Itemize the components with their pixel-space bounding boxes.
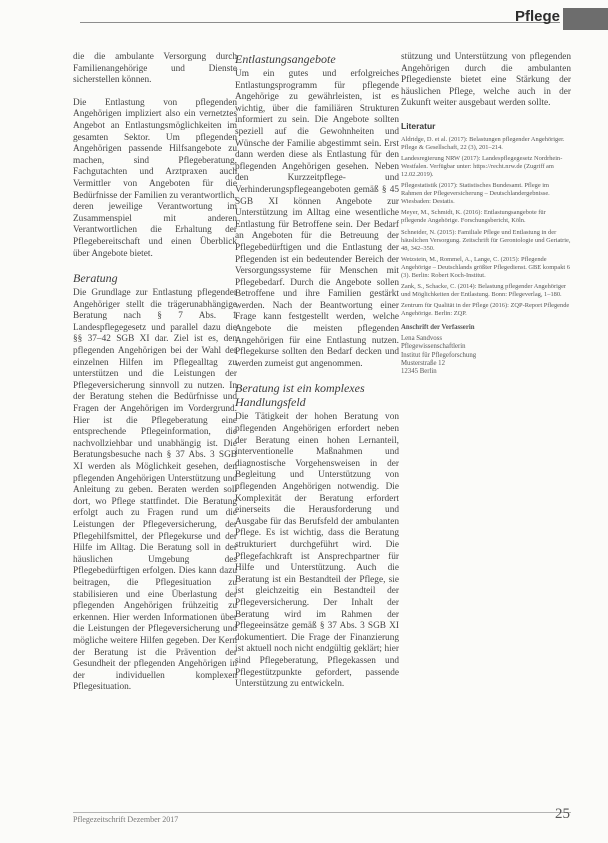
reference-item: Meyer, M., Schmidt, K. (2016): Entlastungsangebote für pflegende Angehörige. Forschungsbericht, Köln. bbox=[401, 209, 546, 225]
subheading-beratung: Beratung bbox=[73, 271, 118, 286]
paragraph: Die Grundlage zur Entlastung pflegender Angehöriger stellt die trägerunabhängige Beratung nach § 7 Abs. 1 Landespflegegesetz und parallel dazu die §§ 37–42 SGB XI dar. Ziel ist es, den pflegenden Angehörigen bei der Wahl der einzelnen Hilfen im Pflegealltag zu unterstützen und die Leistungen der Pflegeversicherung sinnvoll zu nutzen. In der Beratung stehen die Bedürfnisse und Fragen der Angehörigen im Vordergrund. Hier ist die Pflegeberatung eine entsprechende Pflegeinformation, die nachvollziehbar und unabhängig ist. Die Beratungsbesuche nach § 37 Abs. 3 SGB XI werden als Möglichkeit gesehen, den pflegenden Angehörigen Unterstützung und Anleitung zu geben. Beraten werden soll dort, wo Pflege stattfindet. Die Beratung erfolgt auch zu Fragen rund um die Leistungen der Pflegeversicherung, der Pflegehilfsmittel, der Pflegekurse und der Hilfe im Alltag. Die Beratung soll in der häuslichen Umgebung des Pflegebedürftigen erfolgen. Dies kann dazu beitragen, die Pflegesituation zu stabilisieren und eine Überlastung der pflegenden Angehörigen frühzeitig zu erkennen. Hier werden Informationen über die Leistungen der Pflegeversicherung und mögliche weitere Hilfen gegeben. Der Kern der Beratung ist die Prävention der Gesundheit der pflegenden Angehörigen in der individuellen komplexen Pflegesituation. bbox=[73, 288, 237, 693]
contact-line: Pflegewissenschaftlerin bbox=[401, 343, 466, 351]
literature-heading: Literatur bbox=[401, 120, 436, 131]
contact-line: 12345 Berlin bbox=[401, 368, 437, 376]
reference-item: Zank, S., Schacke, C. (2014): Belastung pflegender Angehöriger und Möglichkeiten der Entlastung. Bonn: Pflegeverlag, 1–180. bbox=[401, 283, 567, 299]
page-number: 25 bbox=[555, 806, 570, 822]
reference-item: Pflegestatistik (2017): Statistisches Bundesamt. Pflege im Rahmen der Pflegeversicherung – Deutschlandergebnisse. Wiesbaden: Destatis. bbox=[401, 182, 550, 206]
section-tab bbox=[563, 8, 608, 30]
section-label: Pflege bbox=[514, 8, 560, 25]
paragraph: Die Entlastung von pflegenden Angehörigen impliziert also ein vernetztes Angebot an Entlastungsmöglichkeiten im gesamten Sektor. Um pflegenden Angehörigen passende Hilfsangebote zu machen, sind Pflegeberatung, Fachgutachten und Arztpraxen auch Vermittler von Angeboten für die Bedürfnisse der Familien zu verantwortlich, deren jeweilige Verantwortung im Zusammenspiel mit anderen Verantwortlichen die Erhaltung der Pflegebereitschaft und einen Überblick über Angebote bietet. bbox=[73, 97, 237, 259]
subheading-entlastung: Entlastungsangebote bbox=[235, 52, 336, 66]
column-3 bbox=[401, 52, 571, 377]
contact-heading: Anschrift der Verfasserin bbox=[401, 324, 475, 332]
contact-line: Musterstraße 12 bbox=[401, 360, 445, 368]
contact-line: Lena Sandvoss bbox=[401, 334, 442, 342]
reference-item: Schneider, N. (2015): Familiale Pflege und Entlastung in der häuslichen Versorgung. Zeitschrift für Gerontologie und Geriatrie, 48, 342–350. bbox=[401, 228, 571, 252]
reference-item: Landesregierung NRW (2017): Landespflegegesetz Nordrhein-Westfalen. Verfügbar unter: https://recht.nrw.de (Zugriff am 12.02.2019). bbox=[401, 154, 563, 178]
paragraph: Um ein gutes und erfolgreiches Entlastungsprogramm für pflegende Angehörige zu gewährleisten, ist es wichtig, über die familiären Strukturen informiert zu sein. Die Angebote sollten speziell auf die Gewohnheiten und Wünsche der Familie abgestimmt sein. Erst dann werden diese als Entlastung für den pflegenden Angehörigen gesehen. Neben den Kurzzeitpflege- und Verhinderungspflegeangeboten gemäß § 45 SGB XI können Angebote zur Unterstützung im Alltag eine wesentliche Entlastung für Betroffene sein. Der Bedarf an Angeboten für die Betreuung der Pflegebedürftigen und die Entlastung der Pflegenden ist ein bedeutender Bereich der Versorgungssysteme für Menschen mit Pflegebedarf. Durch die Angebote sollen Betroffene und ihre Familien gestärkt werden. Nach der Beantwortung einer Frage kann festgestellt werden, welche Angebote die meisten pflegenden Angehörigen für eine Entlastung nutzen. Pflegekurse sollten den Bedarf decken und werden zumeist gut angenommen. bbox=[235, 69, 399, 369]
paragraph: stützung und Unterstützung von pflegenden Angehörigen durch die ambulanten Pflegedienste bietet eine Stärkung der häuslichen Pflege, welche auch in der Zukunft weiter ausgebaut werden sollte. bbox=[401, 52, 571, 109]
column-1 bbox=[73, 52, 237, 705]
paragraph: Die Tätigkeit der hohen Beratung von pflegenden Angehörigen erfordert neben der Beratung einen hohen Lernanteil, interventionelle Maßnahmen und diagnostische Vorgehensweisen in der Begleitung und Unterstützung von pflegenden Angehörigen notwendig. Die Komplexität der Beratung erfordert einerseits die Herausforderung und Ausgabe für das Berufsfeld der ambulanten Pflege. Es ist wichtig, dass die Beratung strukturiert durchgeführt wird. Die Pflegefachkraft ist Ansprechpartner für Hilfe und Unterstützung. Auch die Beratung ist ein Bestandteil der Pflege, sie ist gleichzeitig ein Bestandteil der Pflegeversicherung. Der Inhalt der Beratung wird im Rahmen der Pflegeeinsätze gemäß § 37 Abs. 3 SGB XI dokumentiert. Die Frage der Finanzierung ist aktuell noch nicht endgültig geklärt; hier sind Pflegeberatung, Pflegekassen und Pflegestützpunkte gefordert, passende Unterstützung zu entwickeln. bbox=[235, 412, 399, 690]
reference-item: Wetzstein, M., Rommel, A., Lange, C. (2015): Pflegende Angehörige – Deutschlands größter Pflegedienst. GBE kompakt 6 (3). Berlin: Robert Koch-Institut. bbox=[401, 255, 570, 279]
journal-footer: Pflegezeitschrift Dezember 2017 bbox=[73, 815, 179, 824]
reference-item: Zentrum für Qualität in der Pflege (2016): ZQP-Report Pflegende Angehörige. Berlin: ZQP. bbox=[401, 302, 570, 318]
column-2 bbox=[235, 52, 399, 702]
subheading-beratung-komplex: Beratung ist ein komplexes Handlungsfeld bbox=[235, 381, 365, 410]
reference-item: Aldridge, D. et al. (2017): Belastungen pflegender Angehöriger. Pflege & Gesellschaft, 22 (3), 201–214. bbox=[401, 135, 565, 151]
footer-rule bbox=[73, 812, 571, 813]
contact-line: Institut für Pflegeforschung bbox=[401, 351, 477, 359]
reference-list bbox=[401, 136, 571, 319]
paragraph: die die ambulante Versorgung durch Familienangehörige und Dienste sicherstellen können. bbox=[73, 52, 237, 86]
author-contact bbox=[401, 324, 571, 376]
header-rule bbox=[80, 22, 560, 23]
